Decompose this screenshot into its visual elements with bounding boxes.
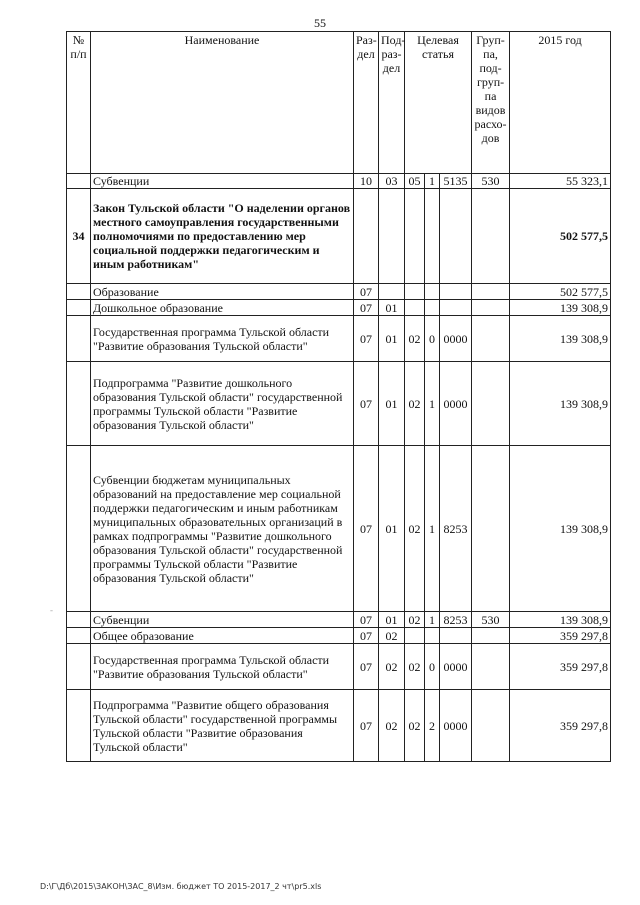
row-num: 34: [67, 189, 91, 284]
row-target-1: [405, 189, 425, 284]
row-podrazdel: 02: [379, 690, 405, 762]
row-amount: 359 297,8: [510, 690, 611, 762]
row-razdel: 07: [354, 690, 379, 762]
row-target-3: [440, 284, 472, 300]
row-podrazdel: 01: [379, 446, 405, 612]
row-target-3: 5135: [440, 174, 472, 189]
row-name: Субвенции: [91, 174, 354, 189]
row-name: Субвенции: [91, 612, 354, 628]
row-target-3: 8253: [440, 446, 472, 612]
row-podrazdel: 02: [379, 644, 405, 690]
table-row: [67, 284, 611, 300]
row-num: [67, 362, 91, 446]
table-row: [67, 446, 611, 612]
row-group: [472, 690, 510, 762]
row-num: [67, 300, 91, 316]
row-target-2: [425, 284, 440, 300]
row-target-1: 02: [405, 690, 425, 762]
row-target-2: [425, 628, 440, 644]
header-podrazdel: Под-раз-дел: [379, 32, 405, 174]
row-group: [472, 316, 510, 362]
row-target-2: 0: [425, 316, 440, 362]
row-amount: 139 308,9: [510, 300, 611, 316]
table-row: [67, 644, 611, 690]
row-target-2: 1: [425, 362, 440, 446]
row-razdel: 07: [354, 612, 379, 628]
row-target-2: 1: [425, 612, 440, 628]
table-row: [67, 612, 611, 628]
header-target: Целевая статья: [405, 32, 472, 174]
page-number: 55: [314, 16, 326, 30]
row-podrazdel: 03: [379, 174, 405, 189]
row-target-3: [440, 189, 472, 284]
row-target-3: 0000: [440, 644, 472, 690]
row-target-2: 1: [425, 446, 440, 612]
table-row: [67, 362, 611, 446]
row-podrazdel: [379, 284, 405, 300]
row-amount: 502 577,5: [510, 189, 611, 284]
row-amount: 55 323,1: [510, 174, 611, 189]
header-group: Груп-па, под-груп-па видов расхо-дов: [472, 32, 510, 174]
row-num: [67, 612, 91, 628]
row-name: Общее образование: [91, 628, 354, 644]
row-target-3: [440, 300, 472, 316]
row-target-3: 8253: [440, 612, 472, 628]
row-num: [67, 174, 91, 189]
row-target-2: 1: [425, 174, 440, 189]
row-podrazdel: [379, 189, 405, 284]
header-num: № п/п: [67, 32, 91, 174]
table-row: [67, 628, 611, 644]
row-target-3: 0000: [440, 690, 472, 762]
header-name: Наименование: [91, 32, 354, 174]
row-name: Государственная программа Тульской области "Развитие образования Тульской области": [91, 644, 354, 690]
row-podrazdel: 01: [379, 316, 405, 362]
row-podrazdel: 01: [379, 362, 405, 446]
row-target-2: [425, 300, 440, 316]
row-target-1: 02: [405, 612, 425, 628]
row-group: 530: [472, 612, 510, 628]
row-razdel: [354, 189, 379, 284]
row-target-1: [405, 284, 425, 300]
row-group: [472, 300, 510, 316]
row-amount: 139 308,9: [510, 362, 611, 446]
row-target-2: 0: [425, 644, 440, 690]
row-target-3: [440, 628, 472, 644]
row-target-1: [405, 300, 425, 316]
row-amount: 359 297,8: [510, 628, 611, 644]
row-name: Дошкольное образование: [91, 300, 354, 316]
row-amount: 359 297,8: [510, 644, 611, 690]
row-num: [67, 446, 91, 612]
row-target-2: [425, 189, 440, 284]
row-razdel: 07: [354, 316, 379, 362]
row-num: [67, 644, 91, 690]
row-target-1: 02: [405, 446, 425, 612]
file-path-footer: D:\Г\Дб\2015\ЗАКОН\ЗАС_8\Изм. бюджет ТО 2015-2017_2 чт\pr5.xls: [40, 882, 322, 891]
row-razdel: 07: [354, 362, 379, 446]
row-group: [472, 284, 510, 300]
row-group: 530: [472, 174, 510, 189]
row-num: [67, 690, 91, 762]
table-header: [67, 32, 611, 174]
header-year: 2015 год: [510, 32, 611, 174]
row-name: Субвенции бюджетам муниципальных образований на предоставление мер социальной поддержки педагогическим и иным работникам муниципальных образовательных организаций в рамках подпрограммы "Развитие дошкольного образования Тульской области" государственной программы Тульской области "Развитие образования Тульской области": [91, 446, 354, 612]
row-num: [67, 284, 91, 300]
row-target-1: 05: [405, 174, 425, 189]
row-target-3: 0000: [440, 362, 472, 446]
scan-mark: -: [50, 605, 53, 615]
table-row: [67, 174, 611, 189]
budget-table: [66, 31, 611, 762]
row-group: [472, 362, 510, 446]
row-amount: 502 577,5: [510, 284, 611, 300]
row-amount: 139 308,9: [510, 612, 611, 628]
row-num: [67, 628, 91, 644]
row-amount: 139 308,9: [510, 446, 611, 612]
row-razdel: 07: [354, 446, 379, 612]
table-row: [67, 690, 611, 762]
row-name: Образование: [91, 284, 354, 300]
row-razdel: 07: [354, 644, 379, 690]
row-razdel: 07: [354, 628, 379, 644]
row-razdel: 10: [354, 174, 379, 189]
row-group: [472, 189, 510, 284]
row-podrazdel: 01: [379, 612, 405, 628]
row-razdel: 07: [354, 300, 379, 316]
row-group: [472, 628, 510, 644]
row-target-1: 02: [405, 362, 425, 446]
row-name: Государственная программа Тульской области "Развитие образования Тульской области": [91, 316, 354, 362]
row-podrazdel: 01: [379, 300, 405, 316]
row-name: Подпрограмма "Развитие дошкольного образования Тульской области" государственной программы Тульской области "Развитие образования Тульской области": [91, 362, 354, 446]
row-name: Закон Тульской области "О наделении органов местного самоуправления государственными полномочиями по предоставлению мер социальной поддержки педагогическим и иным работникам": [91, 189, 354, 284]
row-amount: 139 308,9: [510, 316, 611, 362]
row-target-1: 02: [405, 644, 425, 690]
row-razdel: 07: [354, 284, 379, 300]
table-row: [67, 189, 611, 284]
table-row: [67, 316, 611, 362]
row-name: Подпрограмма "Развитие общего образования Тульской области" государственной программы Тульской области "Развитие образования Тульской области": [91, 690, 354, 762]
row-num: [67, 316, 91, 362]
row-target-2: 2: [425, 690, 440, 762]
row-target-1: 02: [405, 316, 425, 362]
row-target-3: 0000: [440, 316, 472, 362]
row-group: [472, 446, 510, 612]
header-razdel: Раз-дел: [354, 32, 379, 174]
row-group: [472, 644, 510, 690]
row-target-1: [405, 628, 425, 644]
table-row: [67, 300, 611, 316]
row-podrazdel: 02: [379, 628, 405, 644]
